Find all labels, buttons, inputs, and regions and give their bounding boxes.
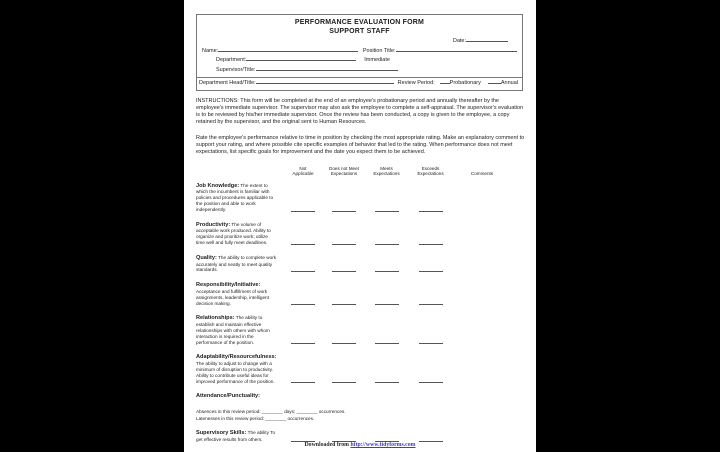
criterion-name: Job Knowledge: bbox=[196, 182, 240, 189]
evaluation-row bbox=[184, 255, 536, 273]
form-header-box bbox=[196, 14, 523, 91]
page-footer bbox=[184, 442, 536, 448]
rating-blank bbox=[375, 268, 399, 272]
criterion-description: Acceptance and fulfillment of work assignments, leadership, intelligent decision making. bbox=[196, 288, 269, 306]
rating-blank bbox=[332, 208, 356, 212]
criterion-name: Quality: bbox=[196, 254, 217, 261]
criterion-description: The ability to complete work accurately and neatly to meet quality standards. bbox=[196, 254, 277, 273]
supervisor-title-label: Supervisor/Title: bbox=[216, 66, 256, 73]
annual-blank bbox=[488, 79, 501, 84]
date-label: Date: bbox=[452, 38, 466, 44]
immediate-label: Immediate bbox=[364, 57, 390, 63]
column-header: Does not Meet Expectations bbox=[329, 165, 359, 177]
criterion-label bbox=[196, 255, 282, 273]
criterion-name: Attendance/Punctuality: bbox=[196, 393, 261, 400]
criterion-name: Productivity: bbox=[196, 221, 231, 228]
rating-blank bbox=[291, 301, 315, 305]
rating-blank bbox=[375, 208, 399, 212]
position-title-label: Position Title: bbox=[362, 47, 396, 54]
criterion-description: The volume of acceptable work produced. Ability to organize and prioritize work; utilize time well and fully meet deadlines. bbox=[196, 221, 271, 245]
document-page bbox=[184, 0, 536, 452]
position-title-blank bbox=[396, 47, 517, 52]
rating-blank bbox=[419, 268, 443, 272]
name-label: Name: bbox=[202, 47, 219, 54]
criterion-label bbox=[196, 222, 282, 246]
supervisor-title-blank bbox=[256, 66, 398, 71]
rating-blank bbox=[375, 241, 399, 245]
criterion-label bbox=[196, 282, 282, 306]
absences-line: Absences in this review period: ________ days; ________ occurrences. bbox=[196, 409, 346, 415]
evaluation-row bbox=[184, 354, 536, 384]
evaluation-row bbox=[184, 315, 536, 345]
rating-blank bbox=[375, 379, 399, 383]
criterion-description: The ability to establish and maintain effective relationships with others with whom interaction is required in the performance of the position. bbox=[196, 315, 270, 345]
rating-blank bbox=[332, 268, 356, 272]
criterion-label bbox=[196, 183, 282, 213]
form-subtitle: SUPPORT STAFF bbox=[329, 28, 390, 35]
rating-blank bbox=[375, 301, 399, 305]
instructions-paragraph: INSTRUCTIONS: This form will be completed at the end of an employee's probationary period and annually thereafter by the employee's immediate supervisor. The supervisor may also ask the employee to complete a self-appraisal. The supervisor's evaluation is to be reviewed by his/her immediate supervisor. Once the review has been conducted, a copy is given to the employee, a copy retained by the supervisor, and the original sent to Human Resources. bbox=[196, 97, 524, 126]
footer-prefix: Downloaded from bbox=[304, 442, 351, 448]
department-row bbox=[197, 56, 522, 65]
criterion-label bbox=[196, 354, 282, 384]
criterion-label bbox=[196, 430, 282, 443]
date-blank bbox=[466, 37, 508, 42]
probationary-blank bbox=[440, 79, 450, 84]
criterion-description: The ability To get effective results from others. bbox=[196, 430, 276, 443]
rating-blank bbox=[291, 268, 315, 272]
form-title: PERFORMANCE EVALUATION FORM bbox=[294, 19, 425, 26]
probationary-label: Probationary bbox=[449, 80, 481, 86]
date-row bbox=[197, 37, 522, 46]
column-header: Exceeds Expectations bbox=[417, 165, 444, 177]
evaluation-row bbox=[184, 222, 536, 246]
attendance-section bbox=[184, 393, 536, 422]
evaluation-row bbox=[184, 183, 536, 213]
supervisor-row bbox=[197, 66, 522, 75]
department-label: Department: bbox=[216, 57, 247, 63]
criterion-name: Responsibility/Initiative: bbox=[196, 282, 261, 289]
evaluation-row bbox=[184, 282, 536, 306]
department-head-label: Department Head/Title: bbox=[199, 80, 256, 86]
rating-blank bbox=[291, 379, 315, 383]
department-blank bbox=[246, 56, 356, 61]
criterion-label bbox=[196, 315, 282, 345]
name-blank bbox=[218, 47, 358, 52]
supervisory-skills-section bbox=[184, 430, 536, 443]
evaluation-row bbox=[184, 430, 536, 443]
rating-blank bbox=[419, 241, 443, 245]
evaluation-rows bbox=[184, 183, 536, 385]
rating-blank bbox=[332, 301, 356, 305]
rating-guidance-paragraph: Rate the employee's performance relative to time in position by checking the most appropriate rating. Make an explanatory comment to support your rating, and where possible cite specific examples of behavior that led to the rating. When performance does not meet expectations, list specific goals for improvement and the date you expect them to be achieved. bbox=[196, 134, 525, 156]
criterion-description: The ability to adjust to change with a minimum of disruption to productivity. Ability to contribute useful ideas for improved performance of the position. bbox=[196, 361, 275, 384]
column-header: Meets Expectations bbox=[373, 165, 400, 177]
column-header: Comments bbox=[470, 171, 494, 177]
criterion-description: The extent to which the incumbent is familiar with policies and procedures applicable to the position and able to work independently. bbox=[196, 182, 274, 212]
rating-blank bbox=[332, 340, 356, 344]
review-period-label: Review Period: bbox=[397, 80, 435, 86]
annual-label: Annual bbox=[500, 80, 518, 86]
criterion-name: Supervisory Skills: bbox=[196, 430, 247, 437]
rating-blank bbox=[419, 301, 443, 305]
rating-blank bbox=[332, 241, 356, 245]
rating-blank bbox=[291, 340, 315, 344]
rating-blank bbox=[291, 241, 315, 245]
department-head-row bbox=[197, 77, 522, 90]
rating-blank bbox=[419, 208, 443, 212]
department-head-blank bbox=[256, 79, 394, 84]
rating-blank bbox=[291, 208, 315, 212]
column-header: Not Applicable bbox=[292, 165, 314, 177]
criterion-name: Adaptability/Resourcefulness: bbox=[196, 354, 277, 361]
criterion-name: Relationships: bbox=[196, 315, 235, 322]
latenesses-line: Latenesses in this review period: ________ occurrences. bbox=[196, 416, 315, 422]
rating-blank bbox=[419, 340, 443, 344]
name-row bbox=[197, 47, 522, 56]
rating-blank bbox=[375, 340, 399, 344]
rating-column-headers bbox=[184, 166, 536, 177]
rating-blank bbox=[332, 379, 356, 383]
rating-blank bbox=[419, 379, 443, 383]
footer-link[interactable]: http://www.tidyforms.com bbox=[350, 442, 416, 448]
